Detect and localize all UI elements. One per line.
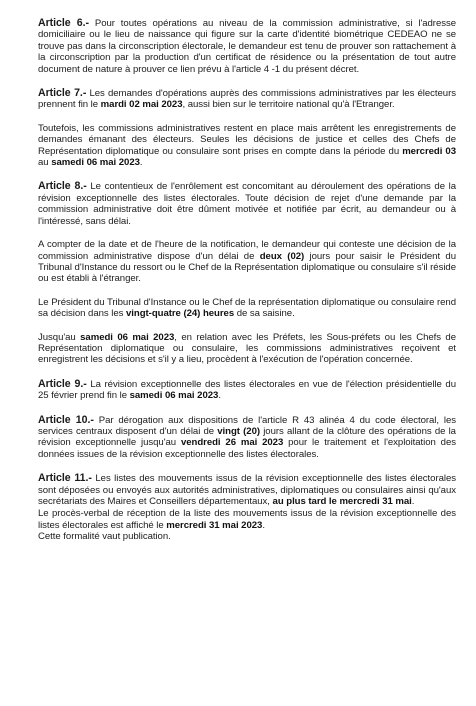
article-7-period-end: samedi 06 mai 2023 — [51, 157, 140, 169]
article-8-paragraph-4 — [38, 332, 456, 366]
article-11-p1-end: . — [411, 496, 415, 507]
article-6-text: Pour toutes opérations au niveau de la commission administrative, si l'adresse domiciliaire ou le lieu de naissance qui figure sur la carte d'identité biométrique CEDEAO ne se trouve pas dans la circonscription électorale, le demandeur est tenu de prouver son rattachement à la circonscription par la production d'un certificat de résidence ou la présentation de tout autre document de nature à prouver ce lien prévu à l'article 4 -1 du présent décret. — [38, 18, 457, 75]
article-10 — [38, 415, 456, 461]
article-10-text-c: pour le traitement et l'exploitation des données issues de la révision exceptionnelle des listes électorales. — [38, 437, 457, 460]
article-9-end-date: samedi 06 mai 2023 — [129, 390, 219, 402]
article-8-p4-text-a: Jusqu'au — [38, 331, 81, 343]
article-10-end-date: vendredi 26 mai 2023 — [180, 437, 284, 449]
article-7-deadline-date: mardi 02 mai 2023 — [100, 99, 183, 111]
article-11-p1-text-a: Les listes des mouvements issus de la révision exceptionnelle des listes électorales sont déposées ou envoyés aux autorités administratives, diplomatiques ou consulaires ainsi qu'aux secrétariats des Maires et Conseillers départementaux, — [38, 473, 456, 507]
article-8-p2-text-b: jours pour saisir le Président du Tribunal d'Instance du ressort ou le Chef de la Représentation diplomatique ou consulaire s'il réside ou est établi à l'étranger. — [38, 250, 456, 285]
article-9-title: Article 9.- — [38, 377, 87, 390]
article-9-text-a: La révision exceptionnelle des listes électorales en vue de l'élection présidentielle du 25 février prend fin le — [38, 378, 457, 402]
article-8-p2-text-a: A compter de la date et de l'heure de la notification, le demandeur qui conteste une décision de la commission administrative dispose d'un délai de — [38, 239, 456, 262]
article-8-title: Article 8.- — [38, 180, 87, 193]
article-7-p2-mid: au — [38, 157, 52, 169]
article-10-text-b: jours allant de la clôture des opérations de la révision exceptionnelle jusqu'au — [38, 425, 456, 449]
article-11-p2-end: . — [262, 519, 265, 531]
article-8-paragraph-2 — [38, 239, 456, 285]
article-8-p4-text-b: , en relation avec les Préfets, les Sous-préfets ou les Chefs de Représentation diplomatique ou consulaire, les commissions administratives reçoivent et enregistrent les décisions et s'il y a lieu, procèdent à l'exécution de l'opération concernée. — [38, 331, 456, 366]
article-8-p1-text: Le contentieux de l'enrôlement est concomitant au déroulement des opérations de la révision exceptionnelle des listes électorales. Toute décision de rejet d'une demande par la commission administrative doit être dûment motivée et notifiée par écrit, au demandeur ou à l'intéressé, sans délai. — [38, 181, 456, 227]
article-7-paragraph-2 — [38, 123, 456, 169]
article-7-p2-text-a: Toutefois, les commissions administratives restent en place mais arrêtent les enregistrements de demandes émanant des électeurs. Seules les décisions de justice et celles des Chefs de Représentation diplomatique ou consulaire sont prises en compte dans la période du — [38, 122, 456, 157]
article-9-text-end: . — [218, 390, 221, 402]
article-7-paragraph-1 — [38, 88, 456, 111]
article-7-text-b: , aussi bien sur le territoire national qu'à l'Etranger. — [182, 99, 395, 111]
article-8-paragraph-1 — [38, 181, 456, 227]
article-10-text-a: Par dérogation aux dispositions de l'article R 43 alinéa 4 du code électoral, les services centraux disposent d'un délai de — [38, 414, 456, 437]
article-6-title: Article 6.- — [38, 17, 89, 29]
article-6 — [38, 18, 456, 75]
article-11-paragraph-3: Cette formalité vaut publication. — [38, 531, 171, 543]
article-11-paragraph-2 — [38, 508, 456, 531]
article-11-p2-text-a: Le procès-verbal de réception de la liste des mouvements issus de la révision exceptionnelle des listes électorales est affiché le — [38, 508, 456, 531]
article-11-paragraph-1 — [38, 473, 456, 507]
article-10-title: Article 10.- — [38, 413, 94, 426]
article-8-delay-hours: vingt-quatre (24) heures — [126, 308, 235, 320]
article-7-title: Article 7.- — [38, 87, 87, 100]
article-7-p2-end: . — [139, 157, 143, 169]
article-8-delay-days: deux (02) — [259, 250, 305, 262]
article-9 — [38, 379, 456, 402]
article-7-text-a: Les demandes d'opérations auprès des commissions administratives par les électeurs prennent fin le — [38, 88, 456, 111]
article-8-paragraph-3 — [38, 297, 456, 320]
article-11-deadline: au plus tard le mercredi 31 mai — [272, 496, 412, 507]
article-8-p3-text-a: Le Président du Tribunal d'Instance ou le Chef de la représentation diplomatique ou consulaire rend sa décision dans les — [38, 296, 456, 320]
article-8-p4-date: samedi 06 mai 2023 — [80, 331, 175, 343]
article-10-delay-days: vingt (20) — [217, 425, 260, 437]
document-page — [38, 18, 456, 543]
article-8-p3-text-b: de sa saisine. — [234, 308, 295, 320]
article-11-display-date: mercredi 31 mai 2023 — [166, 519, 263, 531]
article-11-title: Article 11.- — [38, 472, 92, 485]
article-7-period-start: mercredi 03 — [402, 145, 456, 157]
